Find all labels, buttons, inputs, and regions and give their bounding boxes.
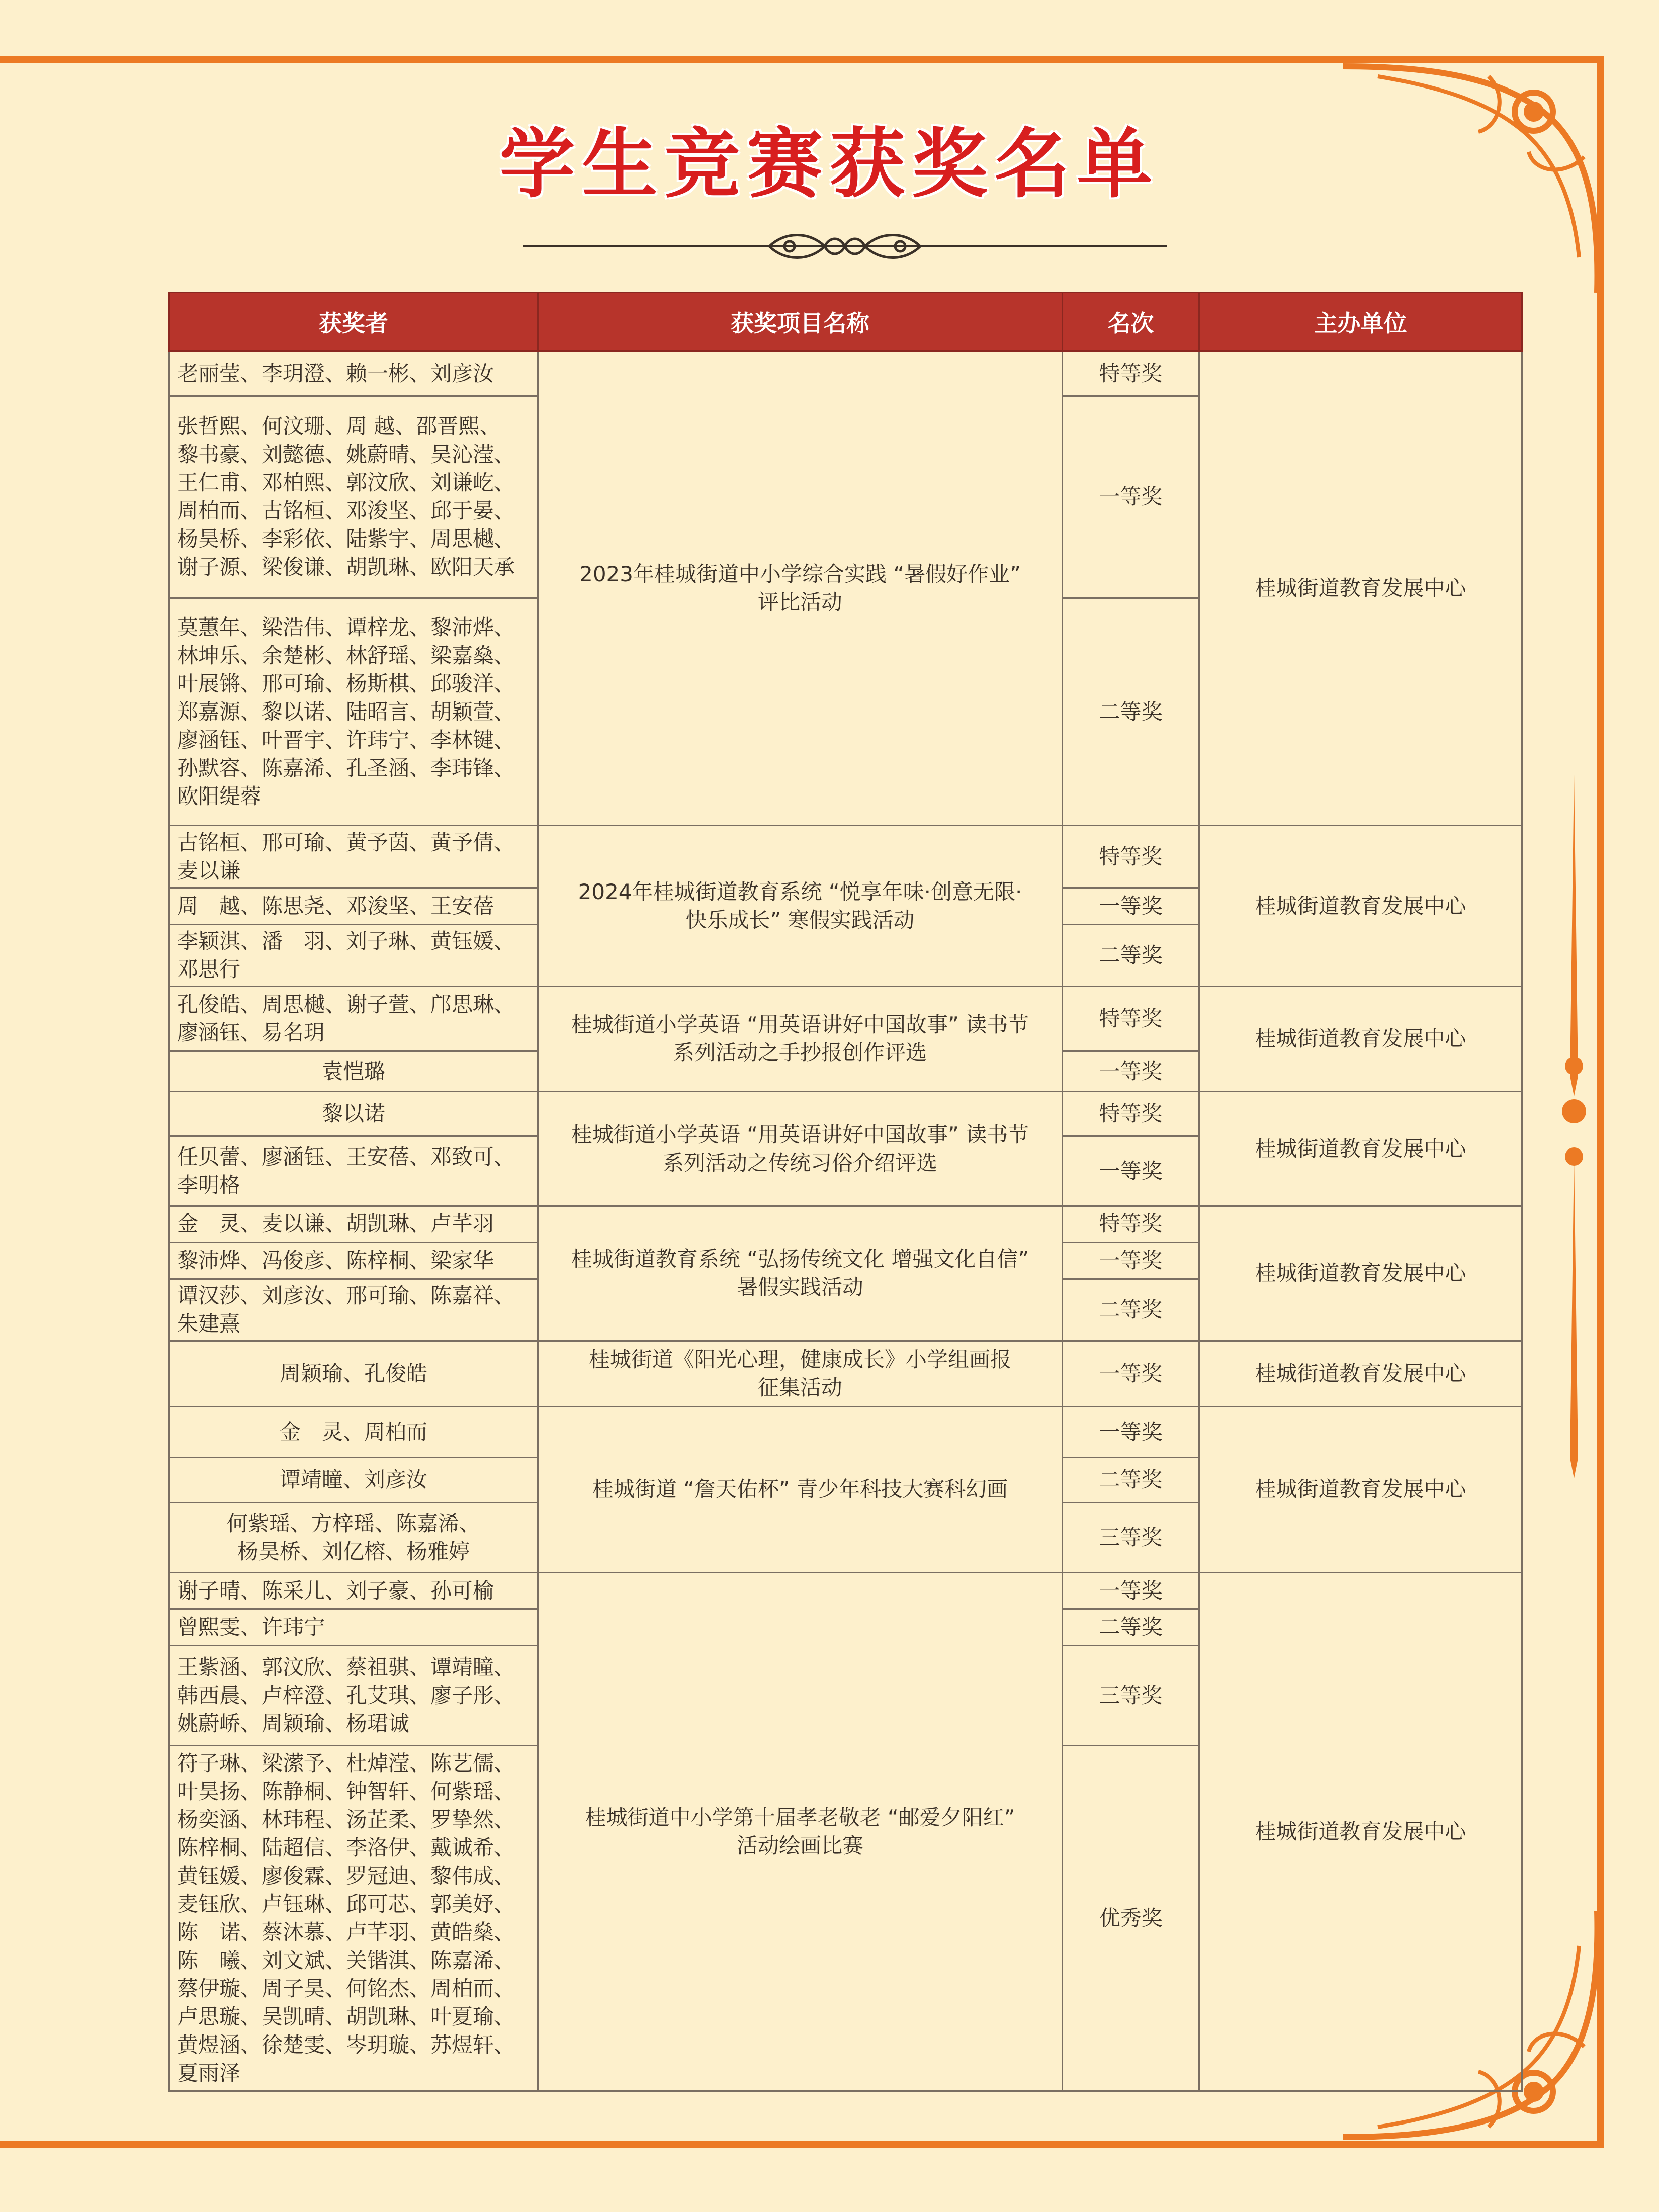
winners-cell: 老丽莹、李玥澄、赖一彬、刘彦汝 bbox=[169, 351, 538, 396]
rank-cell: 二等奖 bbox=[1063, 598, 1199, 826]
rank-cell: 一等奖 bbox=[1063, 396, 1199, 598]
winners-cell: 周颖瑜、孔俊皓 bbox=[169, 1341, 538, 1407]
winners-cell: 李颖淇、潘 羽、刘子琳、黄钰媛、 邓思行 bbox=[169, 924, 538, 987]
rank-cell: 二等奖 bbox=[1063, 924, 1199, 987]
rank-cell: 特等奖 bbox=[1063, 826, 1199, 888]
rank-cell: 二等奖 bbox=[1063, 1279, 1199, 1341]
winners-cell: 谭靖瞳、刘彦汝 bbox=[169, 1457, 538, 1503]
rank-cell: 一等奖 bbox=[1063, 1341, 1199, 1407]
winners-cell: 黎以诺 bbox=[169, 1092, 538, 1136]
rank-cell: 三等奖 bbox=[1063, 1645, 1199, 1745]
organizer-cell: 桂城街道教育发展中心 bbox=[1199, 1572, 1522, 2091]
organizer-cell: 桂城街道教育发展中心 bbox=[1199, 826, 1522, 987]
winners-cell: 王紫涵、郭汶欣、蔡祖骐、谭靖瞳、 韩西晨、卢梓澄、孔艾琪、廖子彤、 姚蔚峤、周颖瑜、杨珺诚 bbox=[169, 1645, 538, 1745]
winners-cell: 何紫瑶、方梓瑶、陈嘉浠、 杨昊桥、刘亿榕、杨雅婷 bbox=[169, 1503, 538, 1573]
winners-cell: 黎沛烨、冯俊彦、陈梓桐、梁家华 bbox=[169, 1243, 538, 1279]
rank-cell: 一等奖 bbox=[1063, 888, 1199, 924]
title-divider-ornament bbox=[523, 221, 1167, 272]
frame-right-border bbox=[1597, 56, 1604, 2148]
project-name-cell: 2023年桂城街道中小学综合实践 “暑假好作业” 评比活动 bbox=[538, 351, 1063, 826]
rank-cell: 特等奖 bbox=[1063, 987, 1199, 1051]
table-row bbox=[169, 826, 1522, 888]
winners-cell: 莫蕙年、梁浩伟、谭梓龙、黎沛烨、 林坤乐、余楚彬、林舒瑶、梁嘉燊、 叶展锵、邢可瑜、杨斯棋、邱骏洋、 郑嘉源、黎以诺、陆昭言、胡颖萱、 廖涵钰、叶晋宇、许玮宁、李林键、 孙默容、陈嘉浠、孔圣涵、李玮锋、 欧阳缇蓉 bbox=[169, 598, 538, 826]
header-rank: 名次 bbox=[1063, 293, 1199, 351]
project-name-cell: 桂城街道 “詹天佑杯” 青少年科技大赛科幻画 bbox=[538, 1406, 1063, 1572]
winners-cell: 张哲熙、何汶珊、周 越、邵晋熙、 黎书豪、刘懿德、姚蔚晴、吴沁滢、 王仁甫、邓柏熙、郭汶欣、刘谦屹、 周柏而、古铭桓、邓浚坚、邱于晏、 杨昊桥、李彩依、陆紫宇、周思樾、 谢子源、梁俊谦、胡凯琳、欧阳天承 bbox=[169, 396, 538, 598]
winners-cell: 金 灵、周柏而 bbox=[169, 1406, 538, 1457]
winners-cell: 任贝蕾、廖涵钰、王安蓓、邓致可、 李明格 bbox=[169, 1136, 538, 1206]
rank-cell: 特等奖 bbox=[1063, 1206, 1199, 1242]
project-name-cell: 桂城街道《阳光心理，健康成长》小学组画报 征集活动 bbox=[538, 1341, 1063, 1407]
rank-cell: 三等奖 bbox=[1063, 1503, 1199, 1573]
rank-cell: 一等奖 bbox=[1063, 1406, 1199, 1457]
rank-cell: 一等奖 bbox=[1063, 1243, 1199, 1279]
organizer-cell: 桂城街道教育发展中心 bbox=[1199, 987, 1522, 1092]
project-name-cell: 桂城街道中小学第十届孝老敬老 “邮爱夕阳红” 活动绘画比赛 bbox=[538, 1572, 1063, 2091]
rank-cell: 二等奖 bbox=[1063, 1457, 1199, 1503]
header-winners: 获奖者 bbox=[169, 293, 538, 351]
project-name-cell: 桂城街道小学英语 “用英语讲好中国故事” 读书节 系列活动之传统习俗介绍评选 bbox=[538, 1092, 1063, 1206]
rank-cell: 优秀奖 bbox=[1063, 1745, 1199, 2091]
table-row bbox=[169, 1341, 1522, 1407]
winners-cell: 古铭桓、邢可瑜、黄予茵、黄予倩、 麦以谦 bbox=[169, 826, 538, 888]
project-name-cell: 2024年桂城街道教育系统 “悦享年味·创意无限· 快乐成长” 寒假实践活动 bbox=[538, 826, 1063, 987]
project-name-cell: 桂城街道小学英语 “用英语讲好中国故事” 读书节 系列活动之手抄报创作评选 bbox=[538, 987, 1063, 1092]
table-row bbox=[169, 1206, 1522, 1242]
rank-cell: 特等奖 bbox=[1063, 351, 1199, 396]
rank-cell: 一等奖 bbox=[1063, 1051, 1199, 1091]
header-organizer: 主办单位 bbox=[1199, 293, 1522, 351]
rank-cell: 二等奖 bbox=[1063, 1609, 1199, 1645]
awards-table-body bbox=[169, 351, 1522, 2091]
table-row bbox=[169, 1572, 1522, 1609]
table-row bbox=[169, 351, 1522, 396]
winners-cell: 孔俊皓、周思樾、谢子萱、邝思琳、 廖涵钰、易名玥 bbox=[169, 987, 538, 1051]
winners-cell: 周 越、陈思尧、邓浚坚、王安蓓 bbox=[169, 888, 538, 924]
winners-cell: 谭汉莎、刘彦汝、邢可瑜、陈嘉祥、 朱建熹 bbox=[169, 1279, 538, 1341]
organizer-cell: 桂城街道教育发展中心 bbox=[1199, 1092, 1522, 1206]
side-ornament bbox=[1559, 774, 1589, 1478]
header-project: 获奖项目名称 bbox=[538, 293, 1063, 351]
organizer-cell: 桂城街道教育发展中心 bbox=[1199, 351, 1522, 826]
awards-table bbox=[168, 292, 1523, 2092]
table-row bbox=[169, 987, 1522, 1051]
organizer-cell: 桂城街道教育发展中心 bbox=[1199, 1406, 1522, 1572]
table-row bbox=[169, 1406, 1522, 1457]
project-name-cell: 桂城街道教育系统 “弘扬传统文化 增强文化自信” 暑假实践活动 bbox=[538, 1206, 1063, 1341]
winners-cell: 袁恺璐 bbox=[169, 1051, 538, 1091]
winners-cell: 曾熙雯、许玮宁 bbox=[169, 1609, 538, 1645]
winners-cell: 谢子晴、陈采儿、刘子豪、孙可榆 bbox=[169, 1572, 538, 1609]
table-header-row bbox=[169, 293, 1522, 351]
winners-cell: 金 灵、麦以谦、胡凯琳、卢芊羽 bbox=[169, 1206, 538, 1242]
rank-cell: 一等奖 bbox=[1063, 1136, 1199, 1206]
organizer-cell: 桂城街道教育发展中心 bbox=[1199, 1341, 1522, 1407]
rank-cell: 特等奖 bbox=[1063, 1092, 1199, 1136]
winners-cell: 符子琳、梁潆予、杜焯滢、陈艺儒、 叶昊扬、陈静桐、钟智轩、何紫瑶、 杨奕涵、林玮程、汤芷柔、罗挚然、 陈梓桐、陆超信、李洛伊、戴诚希、 黄钰媛、廖俊霖、罗冠迪、黎伟成、 麦钰欣、卢钰琳、邱可芯、郭美妤、 陈 诺、蔡沐慕、卢芊羽、黄皓燊、 陈 曦、刘文斌、关锴淇、陈嘉浠、 蔡伊璇、周子昊、何铭杰、周柏而、 卢思璇、吴凯晴、胡凯琳、叶夏瑜、 黄煜涵、徐楚雯、岑玥璇、苏煜轩、 夏雨泽 bbox=[169, 1745, 538, 2091]
organizer-cell: 桂城街道教育发展中心 bbox=[1199, 1206, 1522, 1341]
page-title: 学生竞赛获奖名单 bbox=[499, 121, 1160, 208]
table-row bbox=[169, 1092, 1522, 1136]
rank-cell: 一等奖 bbox=[1063, 1572, 1199, 1609]
